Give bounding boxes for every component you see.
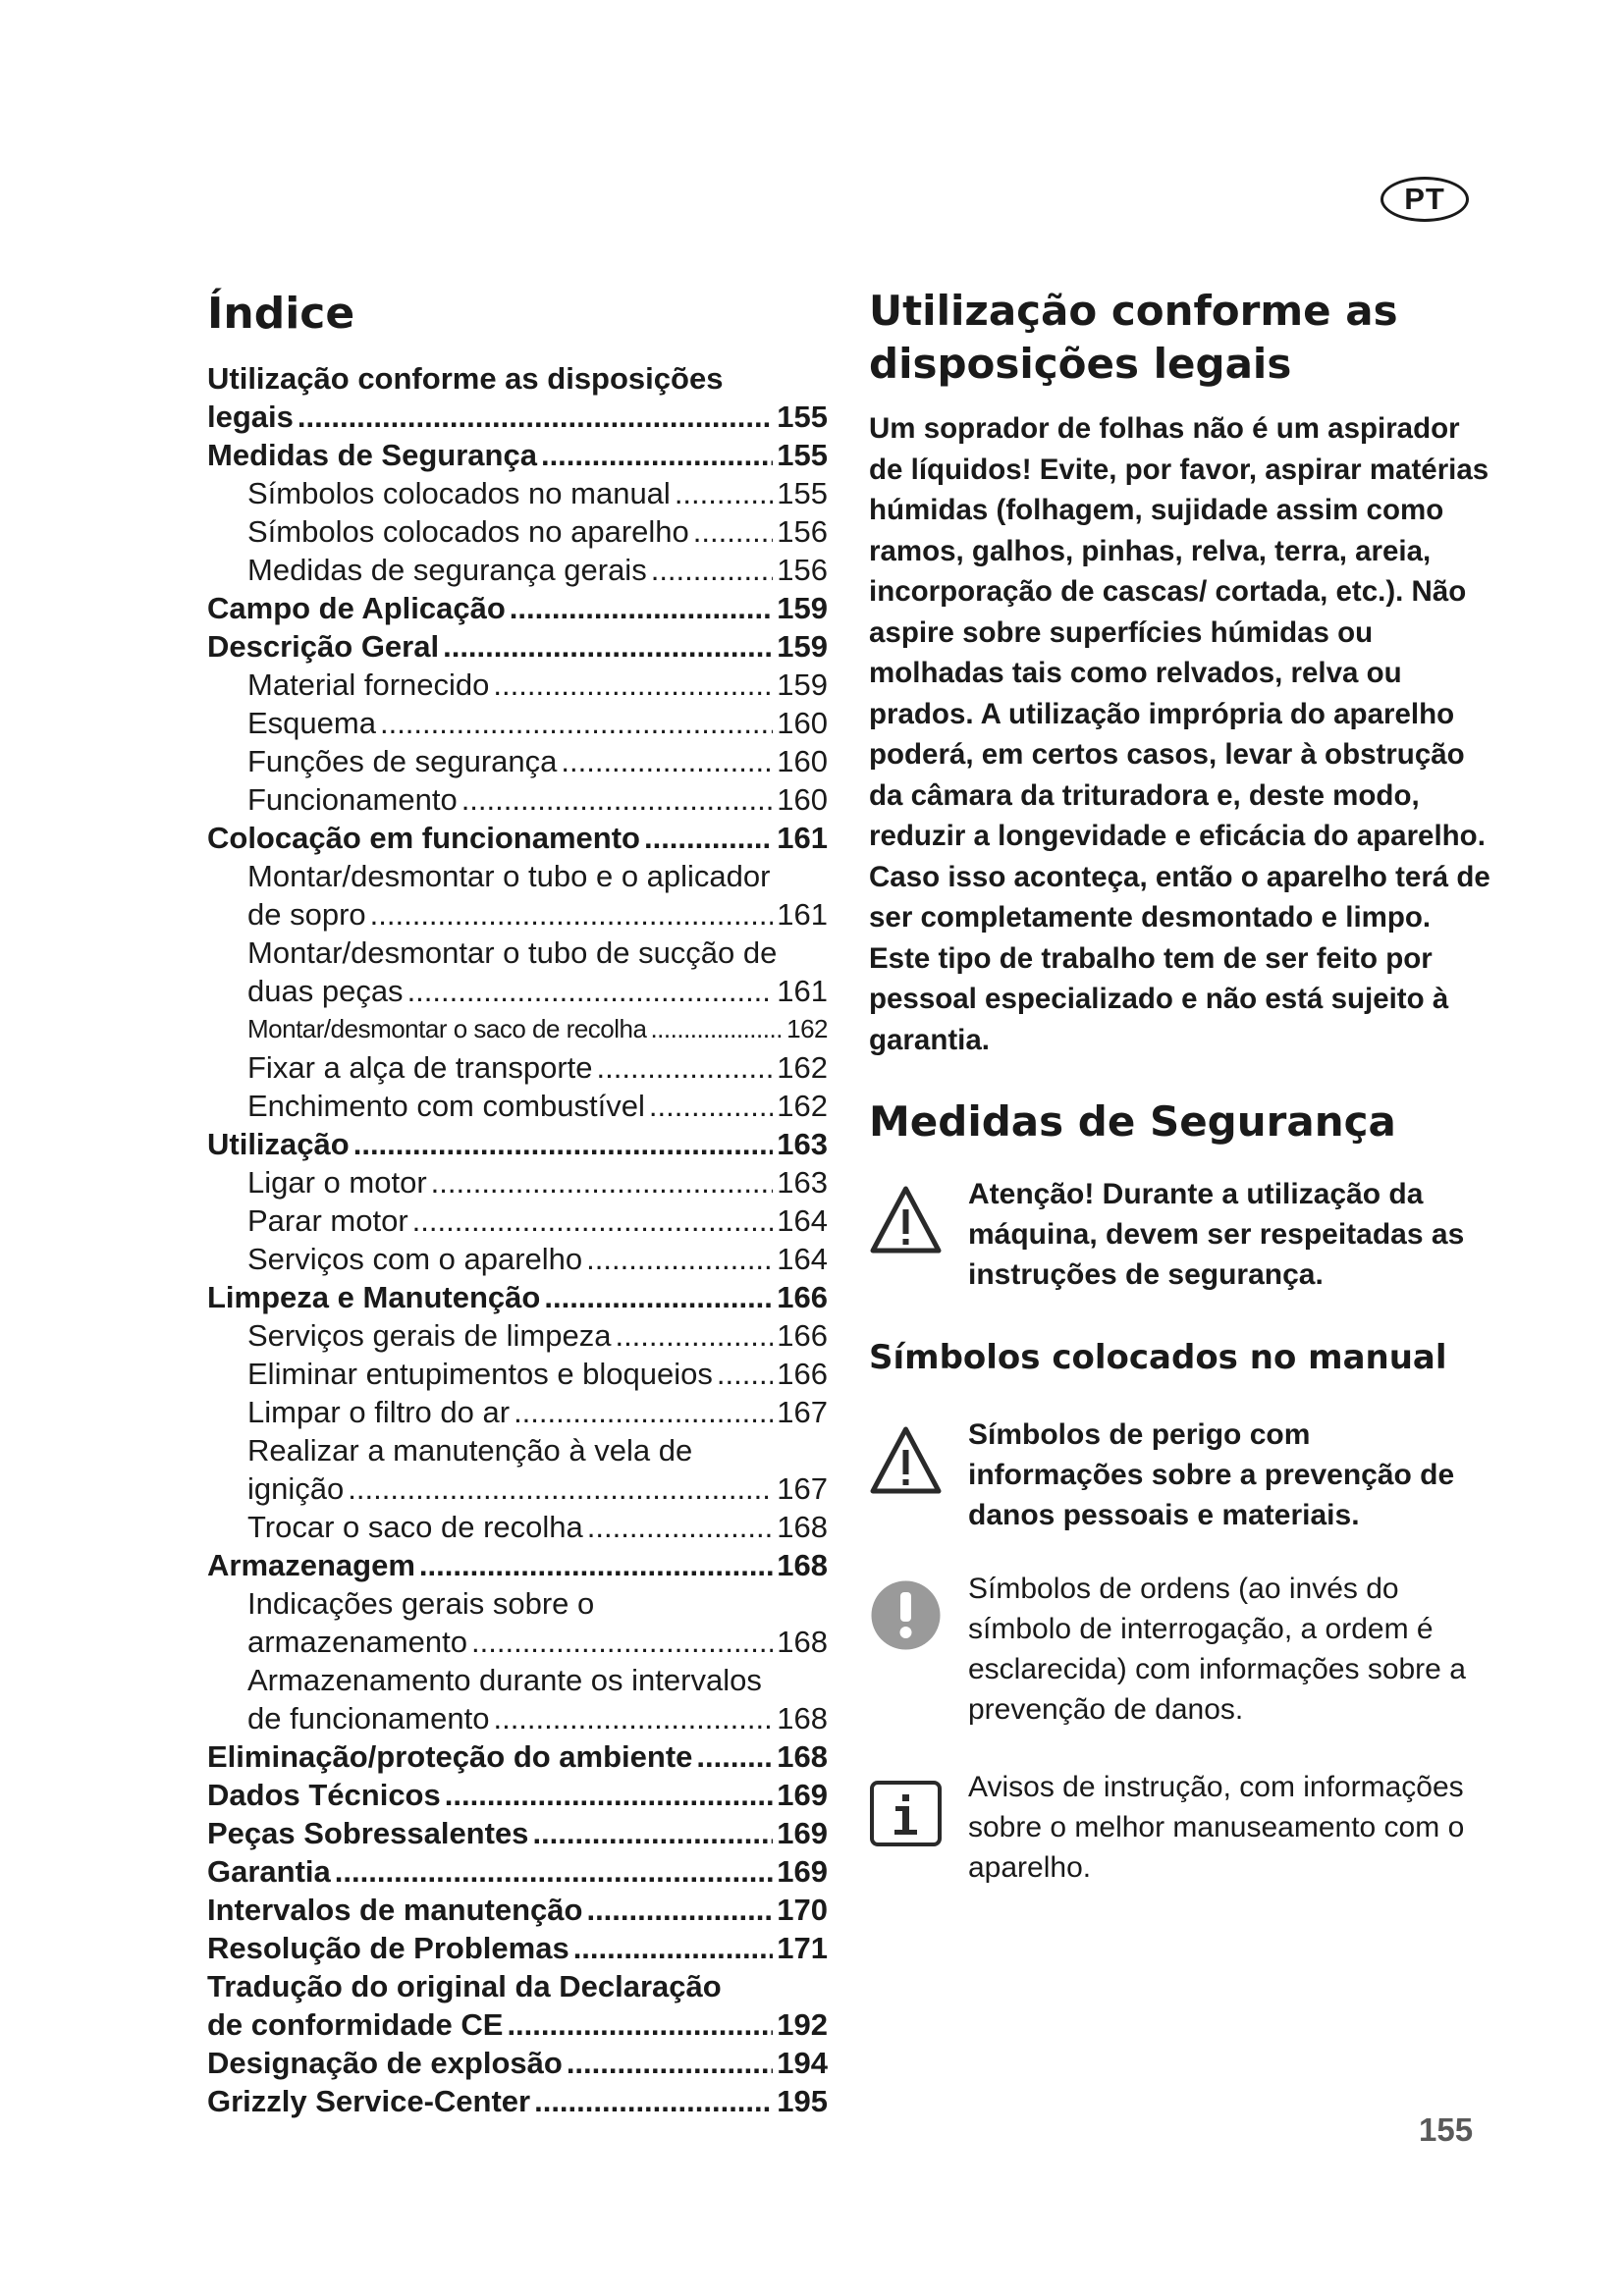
toc-entry-pecas-sobressalentes[interactable] — [207, 1814, 828, 1852]
toc-entry-page: 169 — [777, 1778, 828, 1812]
toc-entry-label: Tradução do original da Declaração — [207, 1969, 722, 2003]
toc-leader-dots — [431, 1163, 774, 1201]
toc-entry-label: Funções de segurança — [247, 744, 558, 778]
toc-entry-page: 168 — [777, 1548, 828, 1582]
toc-leader-dots — [419, 1546, 773, 1584]
toc-entry-page: 155 — [777, 438, 828, 472]
toc-entry-page: 168 — [777, 1701, 828, 1735]
toc-entry-trocar-saco[interactable] — [207, 1508, 828, 1546]
toc-leader-dots — [348, 1469, 773, 1508]
toc-entry-montar-saco-recolha[interactable] — [207, 1010, 828, 1048]
toc-entry-label: legais — [207, 400, 294, 434]
toc-entry-utilizacao-legais[interactable] — [207, 398, 828, 436]
toc-entry-label: Fixar a alça de transporte — [247, 1050, 593, 1085]
toc-entry-label: Intervalos de manutenção — [207, 1893, 583, 1927]
symbol-notice-order-text: Símbolos de ordens (ao invés do símbolo de interrogação, a ordem é esclarecida) com informações sobre a prevenção de danos. — [968, 1573, 1466, 1726]
toc-entry-page: 159 — [777, 667, 828, 702]
toc-entry-indicacoes-gerais[interactable] — [207, 1623, 828, 1661]
toc-entry-page: 159 — [777, 629, 828, 664]
toc-leader-dots — [597, 1048, 774, 1087]
toc-entry-montar-tubo-succao-line1[interactable] — [207, 934, 828, 972]
toc-leader-dots — [587, 1508, 774, 1546]
toc-entry-funcoes-seguranca[interactable] — [207, 742, 828, 780]
section-body-utilizacao: Um soprador de folhas não é um aspirador de líquidos! Evite, por favor, aspirar matérias húmidas (folhagem, sujidade assim como ramos, galhos, pinhas, relva, terra, areia, incorporação de cascas/ cortada, etc.). Não aspire sobre superfícies húmidas ou molhadas tais como relvados, relva ou prados. A utilização imprópria do aparelho poderá, em certos casos, levar à obstrução da câmara da trituradora e, deste modo, reduzir a longevidade e eficácia do aparelho. Caso isso aconteça, então o aparelho terá de ser completamente desmontado e limpo. Este tipo de trabalho tem de ser feito por pessoal especializado e não está sujeito à garantia. — [869, 412, 1490, 1056]
toc-entry-dados-tecnicos[interactable] — [207, 1776, 828, 1814]
toc-entry-montar-tubo-aplicador-line1[interactable] — [207, 857, 828, 895]
toc-entry-page: 156 — [777, 514, 828, 549]
toc-entry-funcionamento[interactable] — [207, 780, 828, 819]
toc-entry-label: Indicações gerais sobre o — [247, 1586, 595, 1621]
toc-entry-label: Colocação em funcionamento — [207, 821, 640, 855]
toc-entry-label: de conformidade CE — [207, 2007, 504, 2042]
toc-entry-campo-aplicacao[interactable] — [207, 589, 828, 627]
toc-entry-page: 161 — [777, 821, 828, 855]
toc-entry-page: 195 — [777, 2084, 828, 2118]
toc-entry-label: Serviços com o aparelho — [247, 1242, 583, 1276]
toc-entry-label: Montar/desmontar o saco de recolha — [247, 1014, 647, 1043]
toc-leader-dots — [507, 2005, 773, 2044]
toc-entry-designacao-explosao[interactable] — [207, 2044, 828, 2082]
toc-entry-montar-tubo-aplicador[interactable] — [207, 895, 828, 934]
toc-leader-dots — [514, 1393, 773, 1431]
subsection-title-simbolos: Símbolos colocados no manual — [869, 1338, 1447, 1377]
info-box-icon — [869, 1777, 943, 1850]
toc-entry-page: 168 — [777, 1510, 828, 1544]
toc-leader-dots — [541, 436, 773, 474]
section-title-utilizacao: Utilização conforme as disposições legais — [869, 287, 1398, 388]
toc-leader-dots — [471, 1623, 773, 1661]
toc-entry-label: duas peças — [247, 974, 404, 1008]
toc-entry-label: Resolução de Problemas — [207, 1931, 569, 1965]
toc-leader-dots — [615, 1316, 773, 1355]
symbol-notice-info-text: Avisos de instrução, com informações sobre o melhor manuseamento com o aparelho. — [968, 1771, 1465, 1884]
toc-entry-label: Símbolos colocados no manual — [247, 476, 671, 510]
toc-entry-label: Armazenamento durante os intervalos — [247, 1663, 762, 1697]
toc-entry-page: 170 — [777, 1893, 828, 1927]
toc-entry-page: 159 — [777, 591, 828, 625]
toc-entry-page: 155 — [777, 400, 828, 434]
toc-leader-dots — [534, 2082, 773, 2120]
toc-leader-dots — [510, 589, 774, 627]
toc-entry-armazenamento-intervalos[interactable] — [207, 1699, 828, 1737]
toc-entry-label: de funcionamento — [247, 1701, 490, 1735]
toc-entry-eliminar-entupimentos[interactable] — [207, 1355, 828, 1393]
toc-entry-page: 171 — [777, 1931, 828, 1965]
toc-leader-dots — [586, 1891, 773, 1929]
toc-entry-servicos-limpeza[interactable] — [207, 1316, 828, 1355]
toc-leader-dots — [717, 1355, 773, 1393]
toc-entry-page: 155 — [777, 476, 828, 510]
toc-entry-label: Parar motor — [247, 1203, 408, 1238]
toc-entry-label: Símbolos colocados no aparelho — [247, 514, 689, 549]
toc-entry-label: Ligar o motor — [247, 1165, 427, 1200]
toc-entry-label: Peças Sobressalentes — [207, 1816, 529, 1850]
toc-leader-dots — [493, 1699, 773, 1737]
toc-entry-label: Serviços gerais de limpeza — [247, 1318, 612, 1353]
toc-entry-limpar-filtro[interactable] — [207, 1393, 828, 1431]
toc-entry-label: Material fornecido — [247, 667, 490, 702]
toc-entry-limpeza-manutencao[interactable] — [207, 1278, 828, 1316]
toc-entry-page: 168 — [777, 1739, 828, 1774]
toc-entry-descricao-geral[interactable] — [207, 627, 828, 666]
toc-leader-dots — [380, 704, 773, 742]
toc-entry-label: Medidas de Segurança — [207, 438, 537, 472]
toc-entry-page: 192 — [777, 2007, 828, 2042]
toc-entry-label: Utilização — [207, 1127, 350, 1161]
toc-entry-traducao-declaracao-line1[interactable] — [207, 1967, 828, 2005]
toc-leader-dots — [532, 1814, 773, 1852]
toc-entry-label: Enchimento com combustível — [247, 1089, 645, 1123]
warning-notice-text: Atenção! Durante a utilização da máquina, devem ser respeitadas as instruções de segurança. — [968, 1178, 1465, 1291]
toc-entry-page: 163 — [777, 1127, 828, 1161]
toc-entry-page: 194 — [777, 2046, 828, 2080]
toc-entry-indicacoes-gerais-line1[interactable] — [207, 1584, 828, 1623]
toc-entry-label: Campo de Aplicação — [207, 591, 506, 625]
toc-entry-esquema[interactable] — [207, 704, 828, 742]
toc-entry-page: 161 — [777, 897, 828, 932]
toc-entry-armazenamento-intervalos-line1[interactable] — [207, 1661, 828, 1699]
toc-entry-page: 161 — [777, 974, 828, 1008]
toc-entry-page: 167 — [777, 1471, 828, 1506]
toc-entry-servicos-aparelho[interactable] — [207, 1240, 828, 1278]
toc-entry-page: 168 — [777, 1625, 828, 1659]
toc-leader-dots — [461, 780, 774, 819]
toc-entry-page: 160 — [777, 782, 828, 817]
toc-entry-page: 160 — [777, 744, 828, 778]
toc-entry-label: Esquema — [247, 706, 376, 740]
toc-entry-page: 162 — [777, 1089, 828, 1123]
toc-entry-label: Montar/desmontar o tubo de sucção de — [247, 935, 778, 970]
language-badge: PT — [1380, 177, 1469, 222]
toc-entry-parar-motor[interactable] — [207, 1201, 828, 1240]
toc-entry-label: de sopro — [247, 897, 366, 932]
content-column — [869, 285, 1492, 1888]
toc-entry-label: armazenamento — [247, 1625, 468, 1659]
toc-entry-utilizacao[interactable] — [207, 1125, 828, 1163]
toc-leader-dots — [335, 1852, 773, 1891]
toc-entry-label: Armazenagem — [207, 1548, 415, 1582]
toc-entry-page: 163 — [777, 1165, 828, 1200]
toc-entry-page: 164 — [777, 1203, 828, 1238]
toc-entry-page: 156 — [777, 553, 828, 587]
toc-leader-dots — [370, 895, 774, 934]
section-title-medidas: Medidas de Segurança — [869, 1097, 1396, 1146]
warning-triangle-icon — [869, 1184, 943, 1257]
toc-leader-dots — [353, 1125, 774, 1163]
toc-leader-dots — [573, 1929, 774, 1967]
warning-notice — [869, 1174, 1492, 1295]
symbol-notice-danger — [869, 1415, 1492, 1535]
toc-leader-dots — [407, 972, 774, 1010]
toc-entry-label: ignição — [247, 1471, 345, 1506]
toc-entry-label: Medidas de segurança gerais — [247, 553, 647, 587]
toc-leader-dots — [567, 2044, 773, 2082]
symbol-notice-order — [869, 1569, 1492, 1730]
toc-entry-label: Limpeza e Manutenção — [207, 1280, 541, 1314]
toc-entry-medidas-seguranca[interactable] — [207, 436, 828, 474]
toc-entry-intervalos-manutencao[interactable] — [207, 1891, 828, 1929]
toc-entry-page: 167 — [777, 1395, 828, 1429]
toc-entry-colocacao-funcionamento[interactable] — [207, 819, 828, 857]
toc-entry-traducao-declaracao[interactable] — [207, 2005, 828, 2044]
toc-entry-manutencao-vela-line1[interactable] — [207, 1431, 828, 1469]
toc-entry-simbolos-manual[interactable] — [207, 474, 828, 512]
toc-leader-dots — [298, 398, 773, 436]
page-number: 155 — [1419, 2111, 1474, 2148]
toc-entry-label: Descrição Geral — [207, 629, 440, 664]
toc-entry-label: Garantia — [207, 1854, 331, 1889]
toc-entry-label: Realizar a manutenção à vela de — [247, 1433, 693, 1468]
toc-entry-utilizacao-heading[interactable] — [207, 359, 828, 398]
toc-leader-dots — [651, 551, 774, 589]
toc-entry-page: 162 — [777, 1050, 828, 1085]
toc-entry-resolucao-problemas[interactable] — [207, 1929, 828, 1967]
toc-entry-page: 162 — [786, 1014, 828, 1043]
toc-entry-material-fornecido[interactable] — [207, 666, 828, 704]
toc-entry-montar-tubo-succao[interactable] — [207, 972, 828, 1010]
symbol-notice-danger-text: Símbolos de perigo com informações sobre a prevenção de danos pessoais e materiais. — [968, 1418, 1455, 1531]
toc-entry-label: Trocar o saco de recolha — [247, 1510, 583, 1544]
warning-triangle-icon — [869, 1424, 943, 1498]
toc-leader-dots — [443, 627, 773, 666]
toc-entry-medidas-gerais[interactable] — [207, 551, 828, 589]
toc-leader-dots — [693, 512, 773, 551]
toc-leader-dots — [561, 742, 773, 780]
toc-entry-page: 166 — [777, 1357, 828, 1391]
toc-entry-grizzly-service[interactable] — [207, 2082, 828, 2120]
toc-list — [207, 359, 828, 2120]
toc-entry-page: 164 — [777, 1242, 828, 1276]
toc-entry-page: 166 — [777, 1318, 828, 1353]
toc-entry-garantia[interactable] — [207, 1852, 828, 1891]
toc-entry-label: Utilização conforme as disposições — [207, 361, 724, 396]
toc-entry-ligar-motor[interactable] — [207, 1163, 828, 1201]
toc-leader-dots — [675, 474, 773, 512]
toc-entry-fixar-alca[interactable] — [207, 1048, 828, 1087]
toc-entry-enchimento-combustivel[interactable] — [207, 1087, 828, 1125]
toc-entry-label: Montar/desmontar o tubo e o aplicador — [247, 859, 771, 893]
toc-title: Índice — [207, 289, 355, 339]
toc-entry-label: Eliminar entupimentos e bloqueios — [247, 1357, 713, 1391]
toc-entry-page: 166 — [777, 1280, 828, 1314]
toc-entry-page: 169 — [777, 1854, 828, 1889]
toc-entry-simbolos-aparelho[interactable] — [207, 512, 828, 551]
toc-leader-dots — [412, 1201, 774, 1240]
toc-entry-label: Grizzly Service-Center — [207, 2084, 531, 2118]
toc-leader-dots — [644, 819, 773, 857]
toc-leader-dots — [544, 1278, 773, 1316]
toc-entry-page: 169 — [777, 1816, 828, 1850]
toc-entry-eliminacao-ambiente[interactable] — [207, 1737, 828, 1776]
exclamation-circle-icon — [869, 1578, 943, 1652]
toc-leader-dots — [493, 666, 773, 704]
toc-leader-dots — [696, 1737, 773, 1776]
toc-entry-label: Eliminação/proteção do ambiente — [207, 1739, 693, 1774]
toc-leader-dots — [649, 1087, 773, 1125]
toc-entry-label: Dados Técnicos — [207, 1778, 441, 1812]
toc-entry-manutencao-vela[interactable] — [207, 1469, 828, 1508]
toc-entry-page: 160 — [777, 706, 828, 740]
toc-leader-dots — [586, 1240, 773, 1278]
toc-entry-label: Funcionamento — [247, 782, 458, 817]
toc-entry-label: Limpar o filtro do ar — [247, 1395, 511, 1429]
toc-entry-label: Designação de explosão — [207, 2046, 563, 2080]
toc-leader-dots — [650, 1010, 783, 1048]
toc-entry-armazenagem[interactable] — [207, 1546, 828, 1584]
symbol-notice-info — [869, 1767, 1492, 1888]
toc-leader-dots — [445, 1776, 774, 1814]
table-of-contents — [207, 285, 828, 2120]
